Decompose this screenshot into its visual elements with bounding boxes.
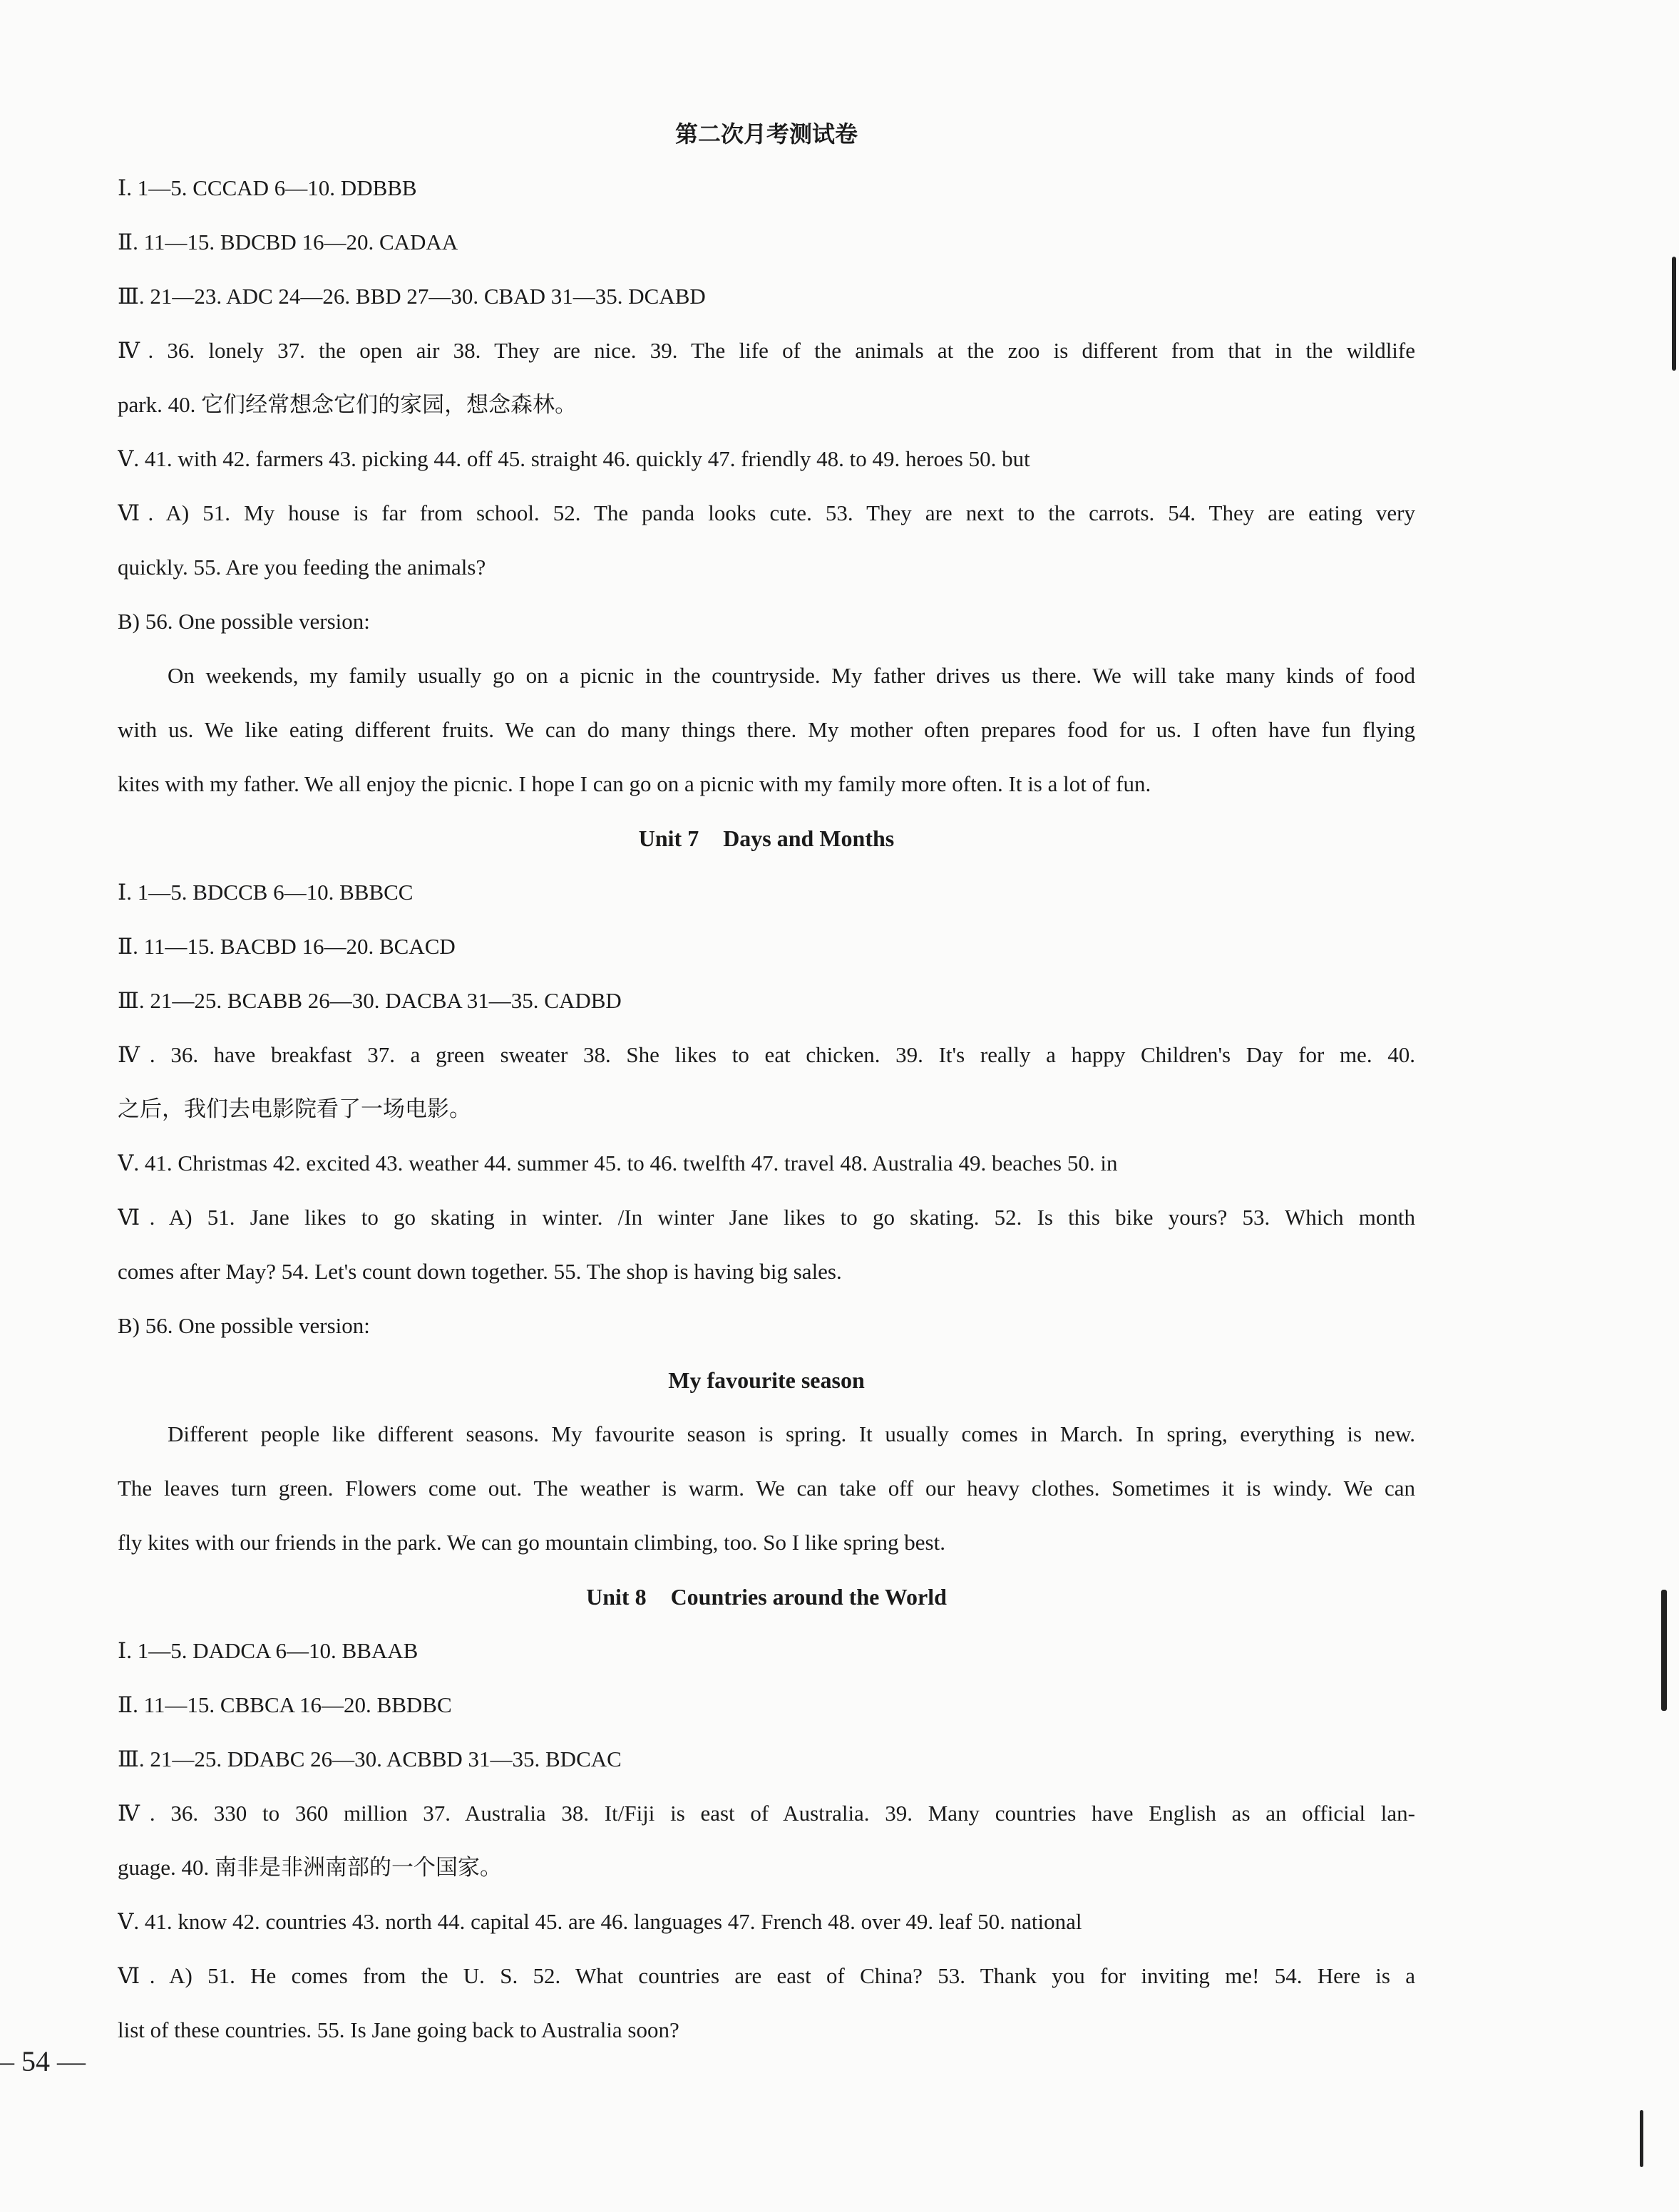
dash-left: –: [0, 2045, 21, 2077]
essay-title: My favourite season: [668, 1367, 865, 1393]
unit-label: Unit 8: [586, 1584, 647, 1610]
essay-line: with us. We like eating different fruits. We can do many things there. My mother often prepares food for us. I often have fun flying: [118, 717, 1415, 742]
section-heading-unit-8: [118, 1570, 1415, 1624]
answer-line: Ⅱ. 11—15. CBBCA 16—20. BBDBC: [118, 1692, 452, 1717]
answer-line: Ⅲ. 21—23. ADC 24—26. BBD 27—30. CBAD 31—35. DCABD: [118, 284, 706, 309]
essay-line: On weekends, my family usually go on a picnic in the countryside. My father drives us there. We will take many kinds of food: [168, 663, 1415, 688]
unit-title: Days and Months: [723, 825, 895, 851]
unit-title: Countries around the World: [670, 1584, 947, 1610]
answer-line: Ⅴ. 41. Christmas 42. excited 43. weather 44. summer 45. to 46. twelfth 47. travel 48. Australia 49. beaches 50. in: [118, 1151, 1118, 1176]
section-heading-unit-7: [118, 811, 1415, 865]
page-number-footer: [0, 2040, 86, 2083]
scan-edge-mark: [1640, 2110, 1643, 2167]
answer-line: comes after May? 54. Let's count down together. 55. The shop is having big sales.: [118, 1259, 842, 1284]
answer-line: Ⅲ. 21—25. DDABC 26—30. ACBBD 31—35. BDCAC: [118, 1747, 622, 1771]
answer-line: Ⅳ. 36. have breakfast 37. a green sweater 38. She likes to eat chicken. 39. It's really a happy Children's Day for me. 40.: [118, 1042, 1415, 1067]
unit-label: Unit 7: [638, 825, 699, 851]
answer-line: Ⅰ. 1—5. CCCAD 6—10. DDBBB: [118, 175, 417, 200]
answer-line: Ⅰ. 1—5. BDCCB 6—10. BBBCC: [118, 880, 414, 905]
answer-page: [118, 107, 1415, 2057]
answer-line: Ⅳ. 36. lonely 37. the open air 38. They are nice. 39. The life of the animals at the zoo is different from that in the wildlife: [118, 338, 1415, 363]
essay-line: Different people like different seasons. My favourite season is spring. It usually comes in March. In spring, everything is new.: [168, 1421, 1415, 1446]
answer-line: Ⅵ. A) 51. Jane likes to go skating in winter. /In winter Jane likes to go skating. 52. Is this bike yours? 53. Which month: [118, 1205, 1415, 1230]
answer-line: Ⅱ. 11—15. BACBD 16—20. BCACD: [118, 934, 456, 959]
scan-edge-mark: [1661, 1590, 1667, 1711]
answer-line: Ⅵ. A) 51. He comes from the U. S. 52. What countries are east of China? 53. Thank you for inviting me! 54. Here is a: [118, 1963, 1415, 1988]
answer-line: Ⅴ. 41. with 42. farmers 43. picking 44. off 45. straight 46. quickly 47. friendly 48. to 49. heroes 50. but: [118, 446, 1030, 471]
page-number: 54: [21, 2045, 50, 2077]
answer-line: Ⅵ. A) 51. My house is far from school. 52. The panda looks cute. 53. They are next to the carrots. 54. They are eating very: [118, 500, 1415, 525]
answer-line: B) 56. One possible version:: [118, 1313, 370, 1338]
answer-line: list of these countries. 55. Is Jane going back to Australia soon?: [118, 2017, 679, 2042]
answer-line: Ⅴ. 41. know 42. countries 43. north 44. capital 45. are 46. languages 47. French 48. over 49. leaf 50. national: [118, 1909, 1082, 1934]
answer-line: Ⅱ. 11—15. BDCBD 16—20. CADAA: [118, 230, 458, 254]
answer-line: guage. 40. 南非是非洲南部的一个国家。: [118, 1855, 503, 1880]
answer-line: 之后，我们去电影院看了一场电影。: [118, 1096, 471, 1121]
answer-line: Ⅳ. 36. 330 to 360 million 37. Australia 38. It/Fiji is east of Australia. 39. Many countries have English as an official lan-: [118, 1801, 1415, 1826]
answer-line: B) 56. One possible version:: [118, 609, 370, 634]
essay-line: fly kites with our friends in the park. We can go mountain climbing, too. So I like spring best.: [118, 1530, 945, 1555]
answer-line: Ⅲ. 21—25. BCABB 26—30. DACBA 31—35. CADBD: [118, 988, 622, 1013]
answer-line: park. 40. 它们经常想念它们的家园，想念森林。: [118, 392, 577, 417]
essay-line: kites with my father. We all enjoy the picnic. I hope I can go on a picnic with my family more often. It is a lot of fun.: [118, 771, 1151, 796]
dash-right: —: [50, 2045, 86, 2077]
answer-line: quickly. 55. Are you feeding the animals?: [118, 555, 486, 580]
answer-line: Ⅰ. 1—5. DADCA 6—10. BBAAB: [118, 1638, 419, 1663]
scan-edge-mark: [1672, 257, 1676, 371]
section-heading-monthly-test: 第二次月考测试卷: [674, 121, 858, 147]
essay-line: The leaves turn green. Flowers come out. The weather is warm. We can take off our heavy clothes. Sometimes it is windy. We can: [118, 1476, 1415, 1501]
